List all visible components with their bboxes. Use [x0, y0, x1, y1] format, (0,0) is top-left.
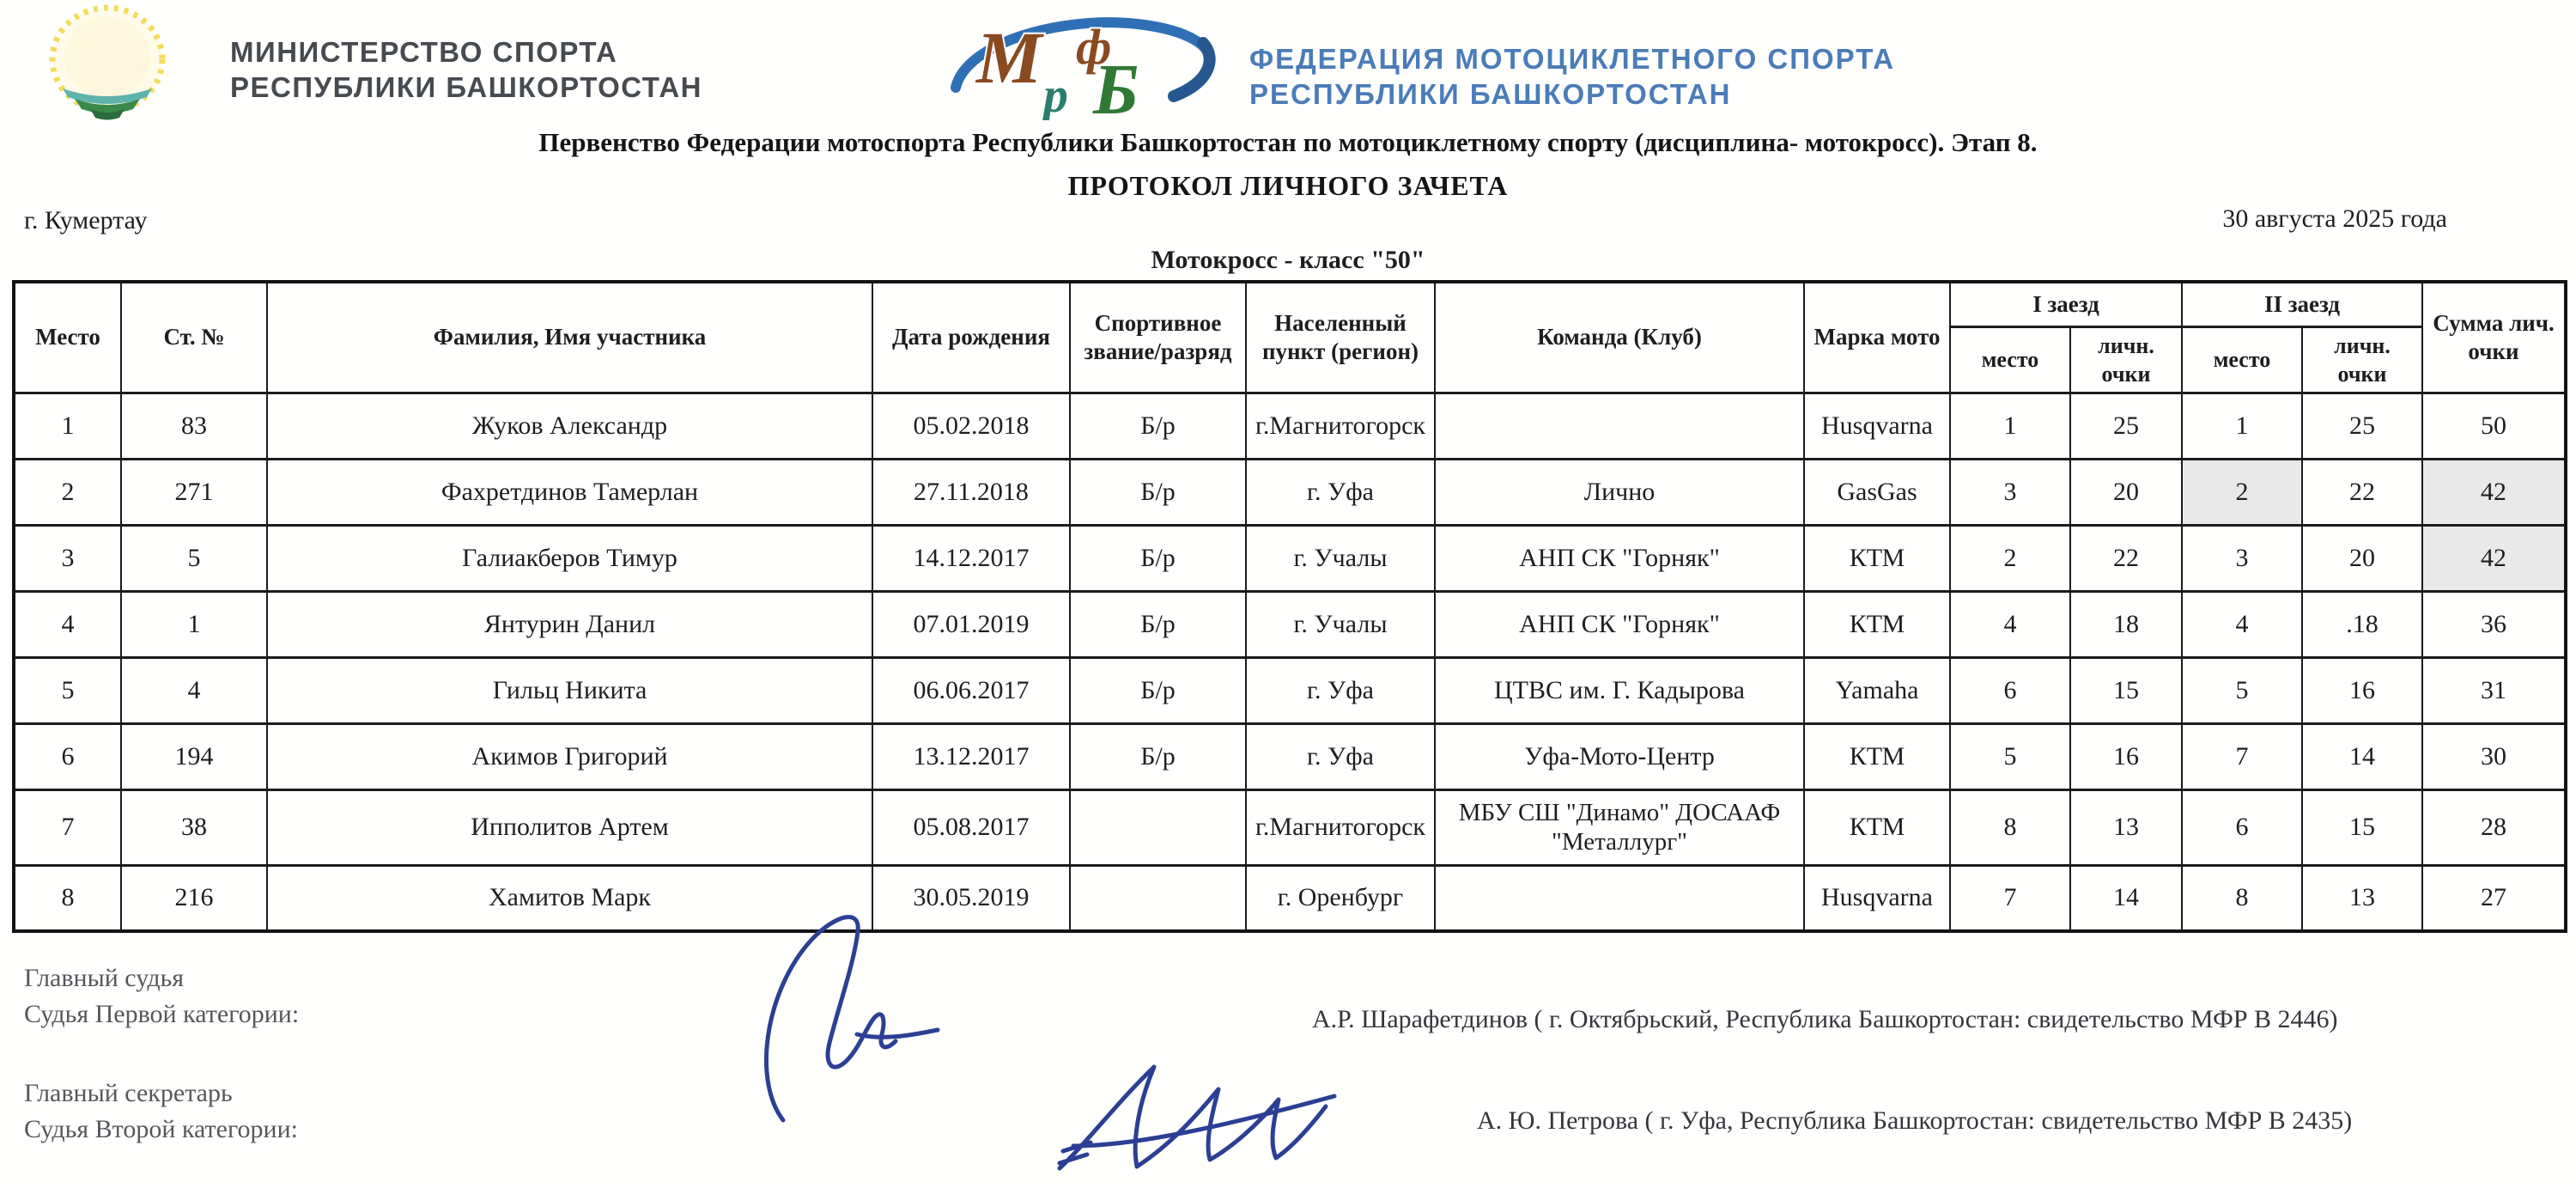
cell-place: 6	[14, 723, 121, 789]
cell-race2-pts: 22	[2302, 459, 2422, 525]
cell-team: АНП СК "Горняк"	[1435, 591, 1804, 657]
cell-race2-place: 3	[2182, 525, 2302, 591]
cell-total: 28	[2422, 789, 2566, 865]
cell-race1-pts: 18	[2070, 591, 2182, 657]
cell-team: ЦТВС им. Г. Кадырова	[1435, 657, 1804, 723]
svg-text:Б: Б	[1093, 50, 1139, 120]
cell-race1-pts: 13	[2070, 789, 2182, 865]
cell-total: 30	[2422, 723, 2566, 789]
cell-bike: Husqvarna	[1804, 393, 1950, 459]
cell-city: г.Магнитогорск	[1246, 393, 1435, 459]
table-row	[14, 393, 2566, 459]
cell-bike: Husqvarna	[1804, 865, 1950, 931]
cell-place: 8	[14, 865, 121, 931]
cell-place: 5	[14, 657, 121, 723]
col-header-race2-place: место	[2182, 326, 2302, 393]
table-row	[14, 657, 2566, 723]
cell-race2-pts: 15	[2302, 789, 2422, 865]
cell-race1-place: 8	[1950, 789, 2070, 865]
cell-race1-place: 2	[1950, 525, 2070, 591]
cell-race1-pts: 15	[2070, 657, 2182, 723]
cell-city: г. Уфа	[1246, 459, 1435, 525]
cell-bike: КТМ	[1804, 591, 1950, 657]
cell-race2-pts: 20	[2302, 525, 2422, 591]
cell-race2-place: 6	[2182, 789, 2302, 865]
cell-rank: Б/р	[1070, 525, 1246, 591]
cell-name: Акимов Григорий	[267, 723, 872, 789]
cell-num: 194	[121, 723, 267, 789]
cell-rank	[1070, 865, 1246, 931]
chief-judge-name: А.Р. Шарафетдинов ( г. Октябрьский, Республика Башкортостан: свидетельство МФР В 2446)	[1312, 1005, 2338, 1033]
cell-name: Хамитов Марк	[267, 865, 872, 931]
col-header-num: Ст. №	[121, 282, 267, 393]
cell-num: 83	[121, 393, 267, 459]
cell-total: 50	[2422, 393, 2566, 459]
cell-dob: 14.12.2017	[872, 525, 1070, 591]
cell-race2-place: 1	[2182, 393, 2302, 459]
cell-team: Лично	[1435, 459, 1804, 525]
cell-bike: Yamaha	[1804, 657, 1950, 723]
cell-city: г. Учалы	[1246, 525, 1435, 591]
class-label: Мотокросс - класс "50"	[1151, 246, 1425, 274]
cell-race2-place: 5	[2182, 657, 2302, 723]
cell-place: 1	[14, 393, 121, 459]
chief-secretary-signature-icon	[1049, 1055, 1346, 1182]
cell-dob: 30.05.2019	[872, 865, 1070, 931]
cell-rank: Б/р	[1070, 591, 1246, 657]
cell-race2-place: 8	[2182, 865, 2302, 931]
cell-race2-place: 7	[2182, 723, 2302, 789]
cell-dob: 05.08.2017	[872, 789, 1070, 865]
event-date: 30 августа 2025 года	[2222, 204, 2447, 233]
cell-rank	[1070, 789, 1246, 865]
cell-race1-place: 5	[1950, 723, 2070, 789]
cell-rank: Б/р	[1070, 723, 1246, 789]
chief-secretary-name: А. Ю. Петрова ( г. Уфа, Республика Башкортостан: свидетельство МФР В 2435)	[1477, 1106, 2353, 1135]
chief-secretary-category: Судья Второй категории:	[24, 1115, 298, 1143]
federation-name	[1249, 41, 1895, 112]
col-header-team: Команда (Клуб)	[1435, 282, 1804, 393]
col-header-race2: II заезд	[2182, 282, 2422, 326]
cell-dob: 13.12.2017	[872, 723, 1070, 789]
results-table	[12, 280, 2567, 933]
cell-bike: КТМ	[1804, 789, 1950, 865]
protocol-title: ПРОТОКОЛ ЛИЧНОГО ЗАЧЕТА	[1067, 170, 1509, 201]
col-header-rank: Спортивное звание/разряд	[1070, 282, 1246, 393]
cell-race2-pts: .18	[2302, 591, 2422, 657]
chief-judge-title: Главный судья	[24, 964, 185, 992]
svg-text:М: М	[976, 16, 1042, 99]
cell-total: 27	[2422, 865, 2566, 931]
col-header-race1: I заезд	[1950, 282, 2182, 326]
bashkortostan-emblem-icon	[30, 4, 189, 120]
chief-judge-category: Судья Первой категории:	[24, 1000, 300, 1028]
mfrb-logo-icon	[940, 9, 1224, 120]
table-row	[14, 865, 2566, 931]
svg-text:р: р	[1043, 67, 1068, 120]
cell-team: АНП СК "Горняк"	[1435, 525, 1804, 591]
cell-team	[1435, 865, 1804, 931]
cell-rank: Б/р	[1070, 459, 1246, 525]
federation-line1: ФЕДЕРАЦИЯ МОТОЦИКЛЕТНОГО СПОРТА	[1249, 43, 1896, 75]
cell-city: г. Оренбург	[1246, 865, 1435, 931]
federation-line2: РЕСПУБЛИКИ БАШКОРТОСТАН	[1249, 78, 1732, 110]
table-row	[14, 723, 2566, 789]
cell-race2-pts: 16	[2302, 657, 2422, 723]
chief-secretary-title: Главный секретарь	[24, 1079, 233, 1107]
cell-num: 1	[121, 591, 267, 657]
cell-bike: GasGas	[1804, 459, 1950, 525]
cell-num: 271	[121, 459, 267, 525]
cell-race1-place: 4	[1950, 591, 2070, 657]
cell-race1-place: 6	[1950, 657, 2070, 723]
cell-total: 36	[2422, 591, 2566, 657]
cell-place: 2	[14, 459, 121, 525]
event-city: г. Кумертау	[24, 206, 148, 235]
ministry-line1: МИНИСТЕРСТВО СПОРТА	[230, 36, 618, 68]
chief-judge-label	[24, 960, 299, 1033]
col-header-race1-pts: личн. очки	[2070, 326, 2182, 393]
cell-total: 31	[2422, 657, 2566, 723]
cell-place: 4	[14, 591, 121, 657]
cell-race2-place: 2	[2182, 459, 2302, 525]
cell-bike: КТМ	[1804, 525, 1950, 591]
cell-name: Ипполитов Артем	[267, 789, 872, 865]
cell-num: 4	[121, 657, 267, 723]
col-header-bike: Марка мото	[1804, 282, 1950, 393]
cell-rank: Б/р	[1070, 657, 1246, 723]
cell-race1-place: 3	[1950, 459, 2070, 525]
cell-name: Фахретдинов Тамерлан	[267, 459, 872, 525]
cell-place: 3	[14, 525, 121, 591]
cell-dob: 05.02.2018	[872, 393, 1070, 459]
table-row	[14, 591, 2566, 657]
cell-total: 42	[2422, 525, 2566, 591]
table-row	[14, 459, 2566, 525]
cell-place: 7	[14, 789, 121, 865]
cell-city: г. Учалы	[1246, 591, 1435, 657]
ministry-name	[230, 34, 702, 105]
chief-judge-signature-icon	[756, 904, 1013, 1129]
cell-name: Галиакберов Тимур	[267, 525, 872, 591]
cell-rank: Б/р	[1070, 393, 1246, 459]
cell-dob: 07.01.2019	[872, 591, 1070, 657]
cell-team	[1435, 393, 1804, 459]
svg-text:ф: ф	[1076, 19, 1112, 75]
cell-num: 216	[121, 865, 267, 931]
cell-city: г. Уфа	[1246, 657, 1435, 723]
cell-name: Гильц Никита	[267, 657, 872, 723]
cell-race2-place: 4	[2182, 591, 2302, 657]
cell-race1-pts: 14	[2070, 865, 2182, 931]
cell-bike: КТМ	[1804, 723, 1950, 789]
col-header-race1-place: место	[1950, 326, 2070, 393]
event-title: Первенство Федерации мотоспорта Республики Башкортостан по мотоциклетному спорту (дисциплина- мотокросс). Этап 8.	[538, 127, 2038, 157]
cell-city: г. Уфа	[1246, 723, 1435, 789]
cell-race2-pts: 13	[2302, 865, 2422, 931]
cell-race1-place: 1	[1950, 393, 2070, 459]
table-row	[14, 789, 2566, 865]
cell-city: г.Магнитогорск	[1246, 789, 1435, 865]
cell-race2-pts: 14	[2302, 723, 2422, 789]
cell-num: 5	[121, 525, 267, 591]
cell-race2-pts: 25	[2302, 393, 2422, 459]
cell-num: 38	[121, 789, 267, 865]
cell-dob: 06.06.2017	[872, 657, 1070, 723]
cell-name: Янтурин Данил	[267, 591, 872, 657]
col-header-name: Фамилия, Имя участника	[267, 282, 872, 393]
table-row	[14, 525, 2566, 591]
cell-dob: 27.11.2018	[872, 459, 1070, 525]
cell-name: Жуков Александр	[267, 393, 872, 459]
col-header-city: Населенный пункт (регион)	[1246, 282, 1435, 393]
cell-team: Уфа-Мото-Центр	[1435, 723, 1804, 789]
cell-total: 42	[2422, 459, 2566, 525]
cell-race1-pts: 22	[2070, 525, 2182, 591]
cell-race1-pts: 16	[2070, 723, 2182, 789]
ministry-line2: РЕСПУБЛИКИ БАШКОРТОСТАН	[230, 71, 702, 103]
cell-team: МБУ СШ "Динамо" ДОСААФ "Металлург"	[1435, 789, 1804, 865]
chief-secretary-label	[24, 1075, 298, 1148]
cell-race1-pts: 20	[2070, 459, 2182, 525]
cell-race1-place: 7	[1950, 865, 2070, 931]
col-header-race2-pts: личн. очки	[2302, 326, 2422, 393]
col-header-place: Место	[14, 282, 121, 393]
cell-race1-pts: 25	[2070, 393, 2182, 459]
col-header-total: Сумма лич. очки	[2422, 282, 2566, 393]
col-header-dob: Дата рождения	[872, 282, 1070, 393]
